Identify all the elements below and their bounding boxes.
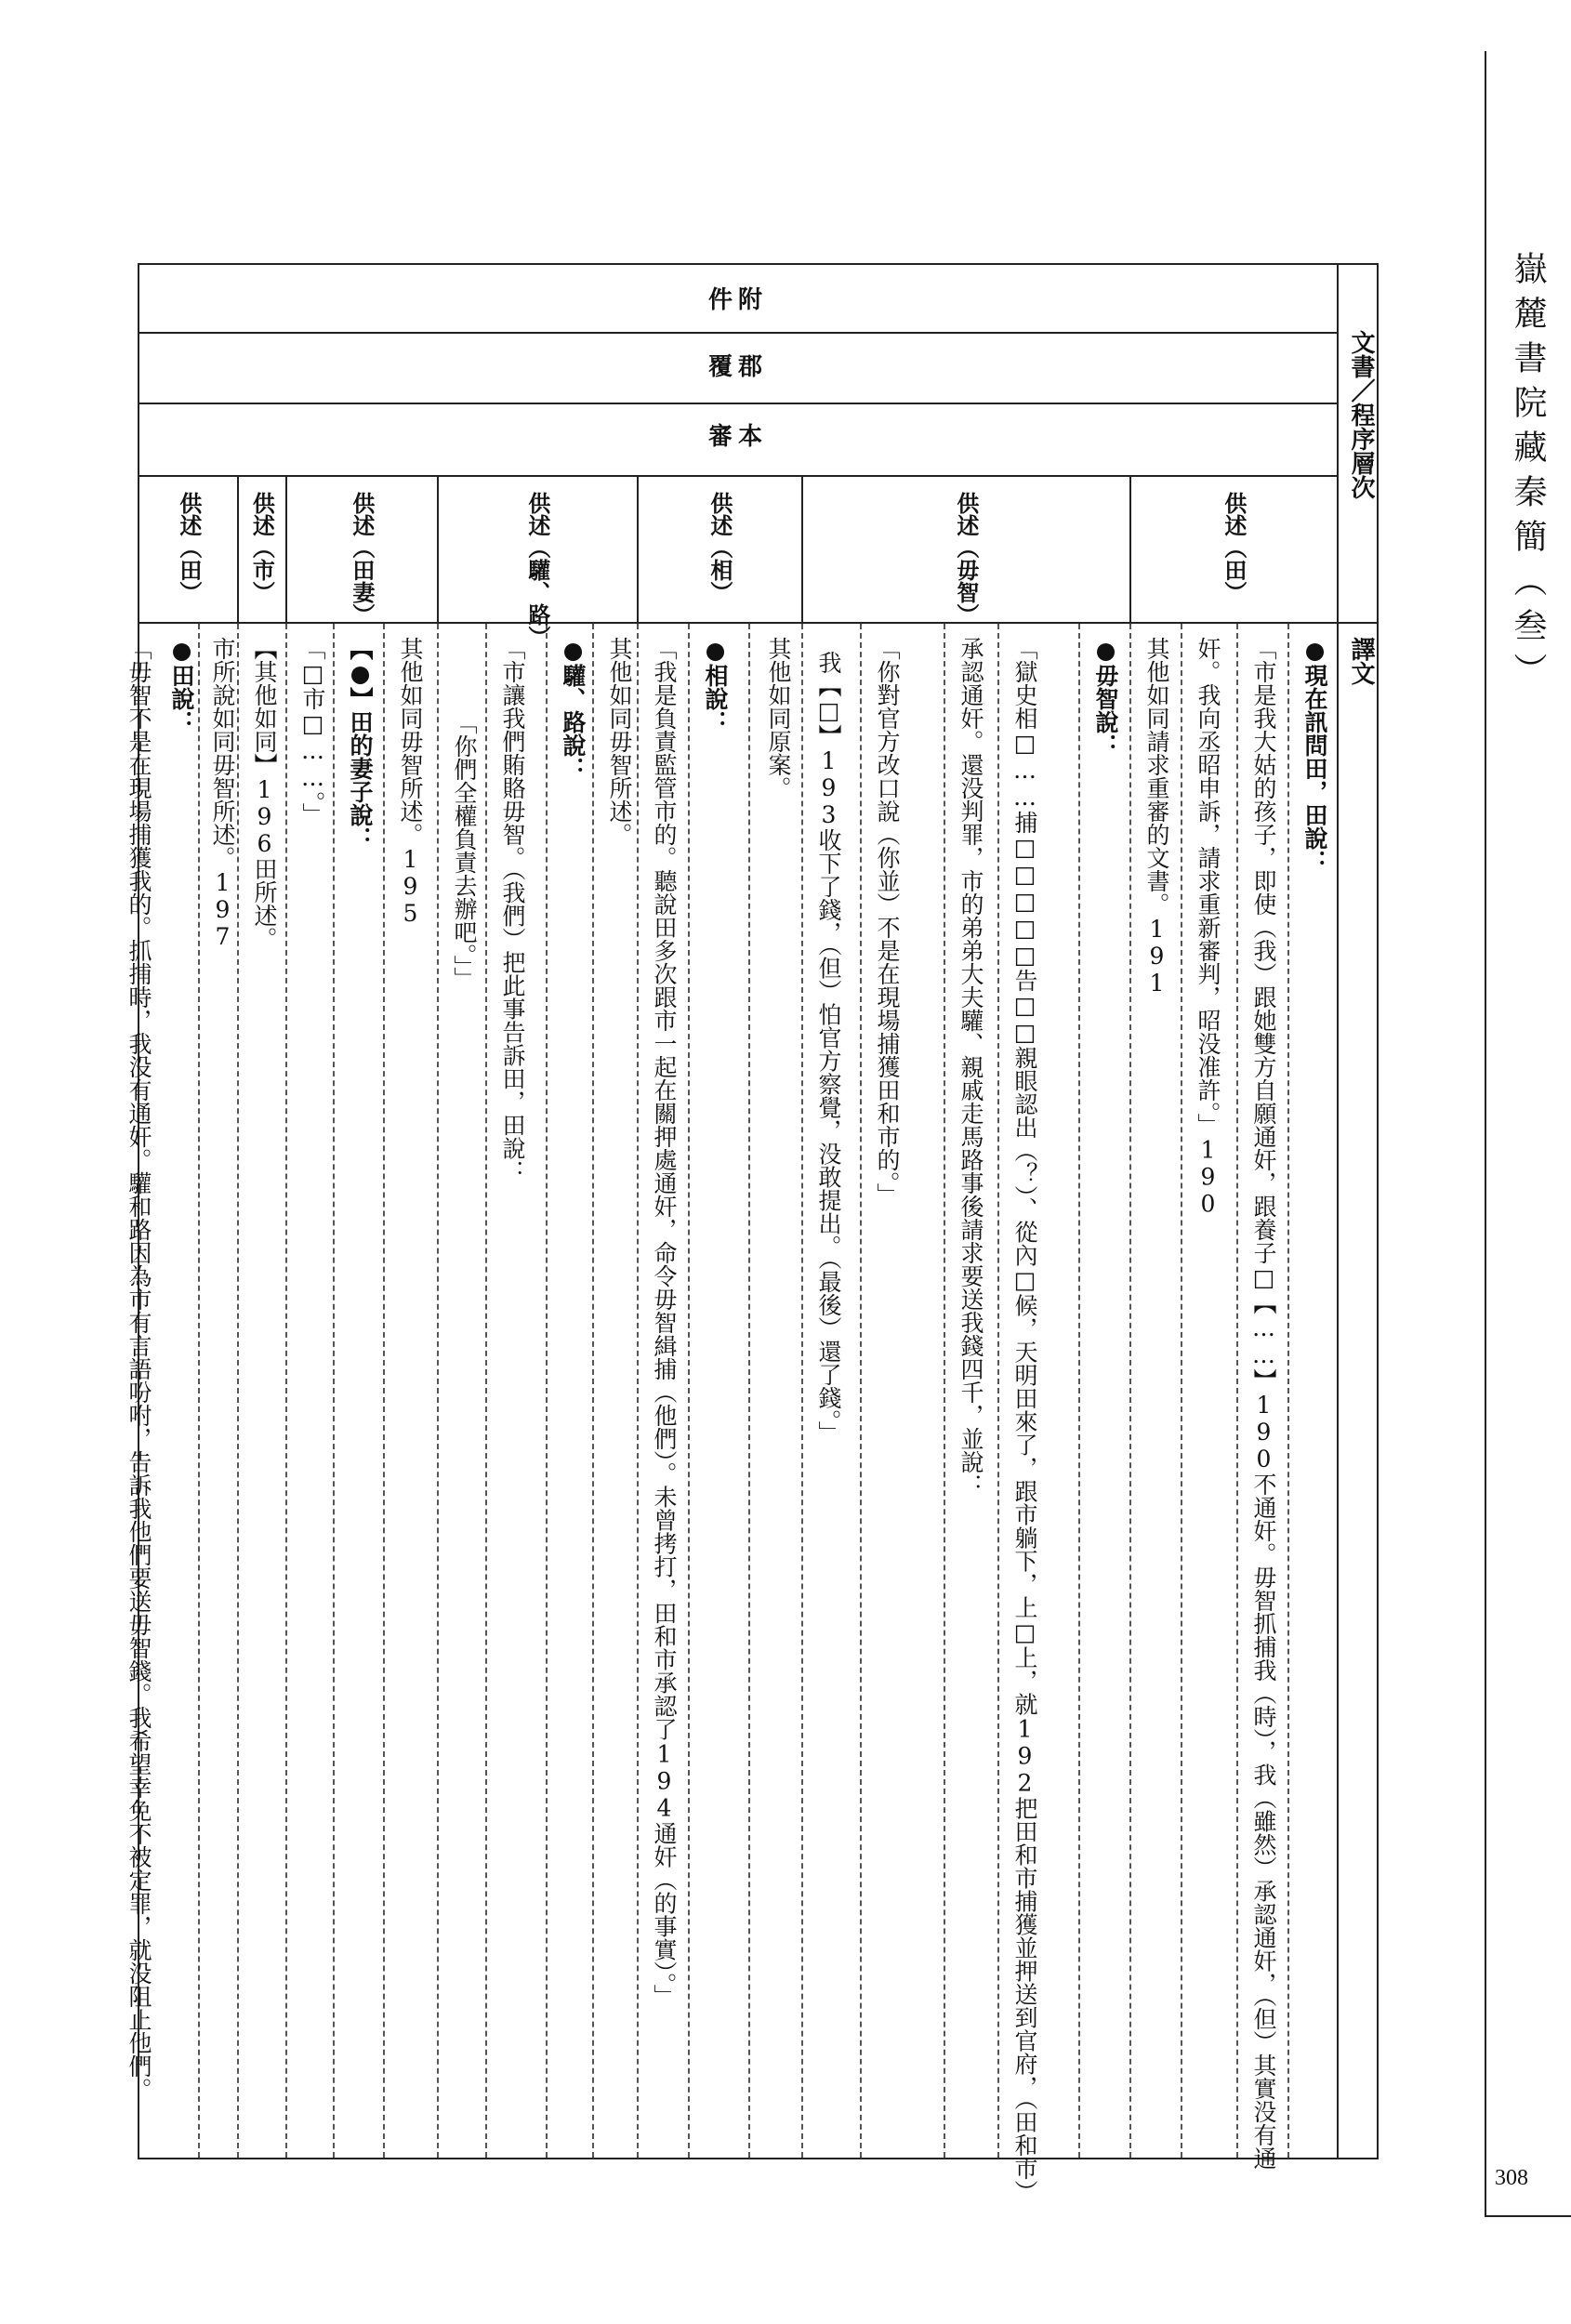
line-rule	[944, 624, 945, 2158]
text-line: 市所說如同毋智所述。197	[209, 637, 236, 950]
text-line: 【●】田的妻子說：	[347, 637, 374, 850]
text-line: ●田說：	[168, 637, 195, 733]
line-rule	[383, 624, 385, 2158]
text-line: 其他如同原案。	[765, 637, 792, 799]
line-rule	[198, 624, 200, 2158]
column-head-tian-2: 供述（田）	[175, 492, 203, 603]
line-rule	[860, 624, 862, 2158]
line-rule	[485, 624, 487, 2158]
text-line: ●現在訊問田，田說：	[1301, 637, 1328, 873]
text-line: 「□市□……。」	[299, 637, 326, 826]
band-label-prefecture: 覆郡	[707, 353, 768, 381]
running-title: 嶽麓書院藏秦簡（叁）	[1509, 251, 1547, 697]
line-rule	[637, 624, 639, 2158]
column-head-xiang: 供述（相）	[706, 492, 733, 603]
text-line: 【其他如同】196田所述。	[251, 637, 278, 950]
column-head-shi: 供述（市）	[248, 492, 276, 603]
line-rule	[437, 624, 439, 2158]
text-line: 其他如同毋智所述。	[606, 637, 633, 846]
line-rule	[688, 624, 690, 2158]
line-rule	[592, 624, 594, 2158]
column-head-wuzhi: 供述（毋智）	[952, 492, 980, 626]
column-head-tian: 供述（田）	[1220, 492, 1248, 603]
margin-rule-foot	[1485, 2215, 1571, 2217]
band-rule	[139, 332, 1337, 334]
band-label-review: 審本	[707, 423, 768, 451]
doc-level-header: 文書／程序層次	[1347, 330, 1375, 499]
page-number: 308	[1495, 2166, 1528, 2190]
text-line: ●相說：	[702, 637, 729, 733]
text-line: 「獄史相□……捕□□□□□告□□親眼認出（？）、從內□候，天明田來了，跟市躺下，上□上，就192把田和市捕獲並押送到官府，（田和市）	[1011, 637, 1038, 2203]
line-rule	[1236, 624, 1238, 2158]
text-line: 其他如同請求重審的文書。191	[1143, 637, 1170, 997]
transcription-table	[125, 263, 1379, 2203]
text-line: 我【□】193收下了錢，（但）怕官方察覺，没敢提出。（最後）還了錢。」	[815, 651, 842, 1445]
text-line: 奸。我向丞昭申訴，請求重新審判，昭没准許。」190	[1195, 637, 1221, 1218]
text-line: 「市讓我們賄賂毋智。（我們）把此事告訴田，田說：	[499, 637, 526, 1183]
text-line: 「我是負責監管市的。聽說田多次跟市一起在關押處通奸，命令毋智緝捕（他們）。未曾拷打，田和市承認了194通奸（的事實）。」	[651, 637, 678, 2008]
header-column-divider	[1337, 265, 1339, 2158]
margin-rule	[1485, 51, 1486, 2217]
text-line: 「你們全權負責去辦吧。」」	[451, 711, 478, 990]
text-line: 承認通奸。還没判罪，市的弟弟大夫驩、親戚走馬路事後請求要送我錢四千，並說：	[957, 637, 984, 1497]
line-rule	[546, 624, 548, 2158]
line-rule	[1181, 624, 1182, 2158]
line-rule	[1129, 624, 1131, 2158]
line-rule	[748, 624, 750, 2158]
column-head-tian-wife: 供述（田妻）	[348, 492, 376, 626]
band-rule	[139, 403, 1337, 404]
text-line: ●毋智說：	[1092, 637, 1119, 757]
column-head-huan-lu: 供述（驩、路）	[523, 492, 551, 648]
line-rule	[285, 624, 287, 2158]
line-rule	[997, 624, 999, 2158]
line-rule	[1287, 624, 1289, 2158]
band-label-appendix: 件附	[707, 286, 768, 314]
line-rule	[333, 624, 335, 2158]
text-line: 「毋智不是在現場捕獲我的。抓捕時，我没有通奸。驩和路因為市有言語吩咐，告訴我他們要送毋智錢。我希望幸免不被定罪，就没阻止他們。	[125, 637, 152, 2101]
header-bottom-rule	[139, 622, 1377, 624]
text-line: 「市是我大姑的孩子，即使（我）跟她雙方自願通奸，跟養子□【……】190不通奸。毋智抓捕我（時），我（雖然）承認通奸，（但）其實没有通	[1250, 637, 1277, 2170]
text-line: 「你對官方改口說（你並）不是在現場捕獲田和市的。」	[874, 637, 901, 1207]
band-rule	[139, 475, 1337, 477]
text-line: ●驩、路說：	[560, 637, 587, 780]
translation-header: 譯文	[1347, 637, 1375, 685]
text-line: 其他如同毋智所述。195	[397, 637, 424, 927]
line-rule	[801, 624, 803, 2158]
line-rule	[1078, 624, 1080, 2158]
